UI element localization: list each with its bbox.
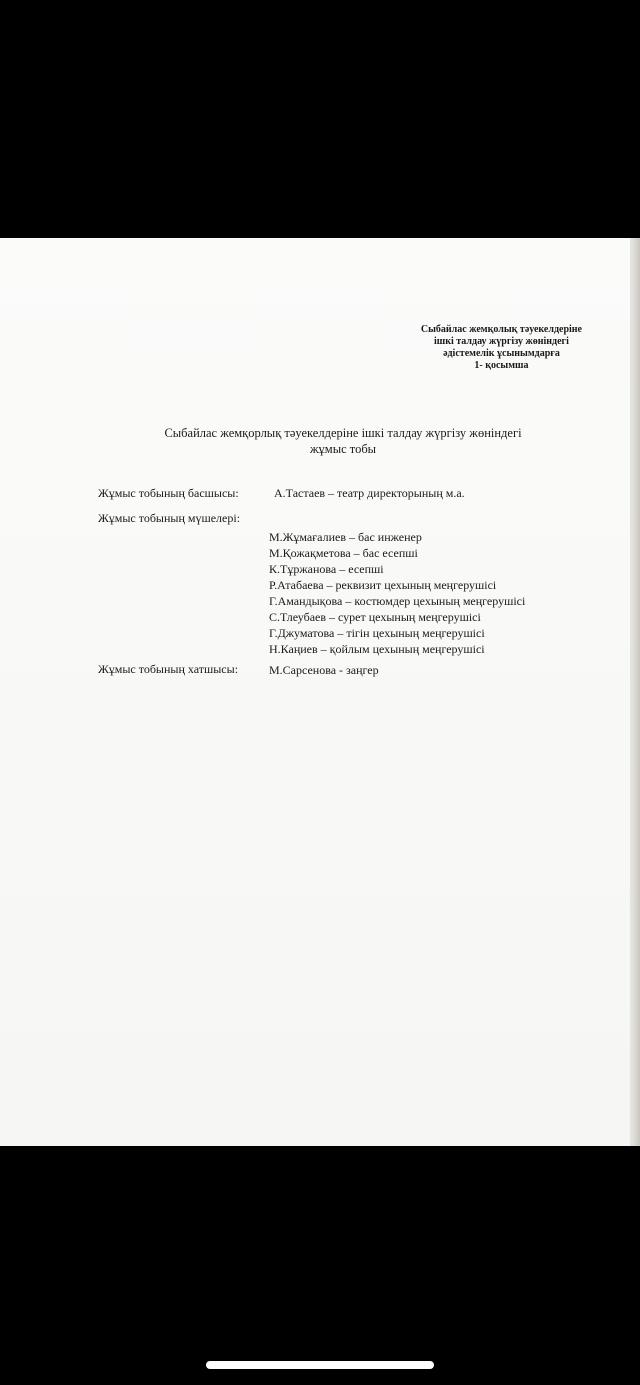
title-line: жұмыс тобы: [309, 442, 377, 456]
member-item: Р.Атабаева – реквизит цехының меңгерушісі: [269, 578, 497, 592]
page-edge: [630, 238, 640, 1146]
appendix-line: 1- қосымша: [474, 360, 529, 371]
member-item: С.Тлеубаев – сурет цехының меңгерушісі: [269, 610, 481, 624]
head-label: Жұмыс тобының басшысы:: [98, 486, 239, 500]
members-label: Жұмыс тобының мүшелері:: [98, 511, 241, 525]
appendix-line: әдістемелік ұсынымдарға: [443, 348, 560, 359]
member-item: М.Қожақметова – бас есепші: [269, 546, 418, 560]
member-item: К.Тұржанова – есепші: [269, 562, 384, 576]
member-item: М.Жұмағалиев – бас инженер: [269, 530, 422, 544]
member-item: Н.Каңиев – қойлым цехының меңгерушісі: [269, 642, 485, 656]
document-title: [100, 425, 586, 457]
member-item: Г.Джуматова – тігін цехының меңгерушісі: [269, 626, 485, 640]
title-line: Сыбайлас жемқорлық тәуекелдеріне ішкі талдау жүргізу жөніндегі: [164, 426, 522, 440]
home-indicator[interactable]: [206, 1361, 434, 1369]
appendix-line: Сыбайлас жемқолық тәуекелдеріне: [420, 324, 582, 335]
appendix-line: ішкі талдау жүргізу жөніндегі: [434, 336, 569, 347]
secretary-value: М.Сарсенова - заңгер: [269, 663, 379, 677]
appendix-header: [421, 324, 582, 372]
member-item: Г.Амандықова – костюмдер цехының меңгерушісі: [269, 594, 526, 608]
members-list: [269, 529, 525, 657]
document-page: [0, 238, 640, 1146]
secretary-label: Жұмыс тобының хатшысы:: [98, 662, 239, 676]
head-value: А.Тастаев – театр директорының м.а.: [274, 486, 465, 500]
